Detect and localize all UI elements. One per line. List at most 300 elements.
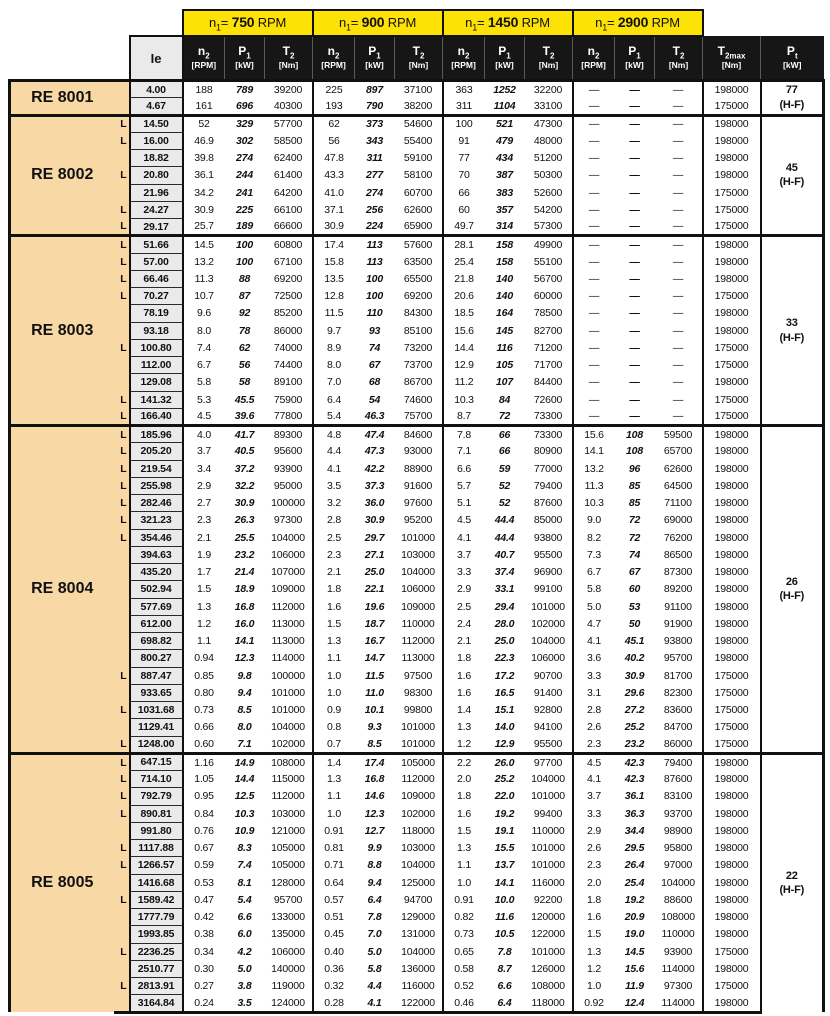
n2-value: 62 (313, 115, 355, 132)
p1-value: — (629, 359, 640, 372)
p1-value: 50 (628, 617, 641, 630)
p1-value: 26.3 (234, 514, 255, 527)
p1-value: 19.0 (624, 928, 645, 941)
n2-value: 7.4 (197, 341, 212, 354)
t2-value: 129000 (395, 909, 443, 926)
p1-value: 41.7 (225, 426, 265, 443)
n2-value: 91 (458, 134, 470, 147)
n2-value: 4.5 (457, 514, 472, 527)
t2-value: 73200 (395, 339, 443, 356)
p1-value: 158 (485, 236, 525, 253)
n2-value: 15.6 (573, 426, 615, 443)
p1-value: 74 (628, 548, 641, 561)
p1-value: 14.0 (494, 721, 515, 734)
p1-value: 434 (496, 152, 513, 165)
p1-value: — (629, 152, 640, 165)
n2-value: 70 (458, 169, 470, 182)
ie-value: 714.10 (130, 771, 183, 788)
p1-value: 19.1 (494, 824, 515, 837)
p1-value: 5.4 (237, 893, 252, 906)
p1-value: 10.3 (234, 807, 255, 820)
l-marker: L (114, 978, 130, 995)
n2-value: 0.9 (327, 704, 342, 717)
model-label: RE 8001 (10, 81, 114, 116)
t2-value: 38200 (395, 98, 443, 115)
n2-value: 3.7 (197, 445, 212, 458)
n2-value: 25.4 (454, 255, 474, 268)
p1-value: 13.7 (494, 859, 515, 872)
n2-value: 10.3 (584, 497, 604, 510)
p1-value: — (629, 272, 640, 285)
ie-value: 3164.84 (130, 995, 183, 1012)
t2-value: 59100 (395, 150, 443, 167)
t2-value: 84700 (655, 719, 703, 736)
p1-value: 241 (236, 186, 253, 199)
t2-value: 122000 (525, 926, 573, 943)
p1-value: — (629, 99, 640, 112)
p1-value: 68 (368, 376, 381, 389)
p1-value: 42.3 (615, 753, 655, 770)
n2-value: 0.91 (454, 893, 474, 906)
p1-value: 33.1 (494, 583, 515, 596)
t2-value: 128000 (265, 874, 313, 891)
n2-value: 4.0 (183, 426, 225, 443)
p1-value: 25.0 (364, 566, 385, 579)
l-marker: L (114, 495, 130, 512)
t2-value: 85100 (395, 322, 443, 339)
ie-value: 112.00 (130, 357, 183, 374)
p1-value: — (629, 203, 640, 216)
t2-value: 62400 (265, 150, 313, 167)
t2-value: 102000 (525, 615, 573, 632)
p1-value: 108 (626, 445, 643, 458)
p1-value: 4.4 (367, 980, 382, 993)
p1-value: 12.5 (234, 790, 255, 803)
ie-value: 255.98 (130, 477, 183, 494)
t2-value: 47300 (525, 115, 573, 132)
t2-value: 109000 (265, 581, 313, 598)
t2-value: — (655, 408, 703, 425)
n2-value: 0.30 (194, 962, 214, 975)
model-label: RE 8003 (10, 236, 114, 426)
p1-value: 20.9 (624, 911, 645, 924)
column-header-t2: $T_2$ [Nm] (265, 36, 313, 81)
n2-value: 18.5 (454, 307, 474, 320)
p1-value: 100 (225, 236, 265, 253)
n2-value: 0.57 (324, 893, 344, 906)
n2-value: 0.94 (194, 652, 214, 665)
n2-value: 0.32 (324, 980, 344, 993)
n2-value: 0.7 (327, 737, 342, 750)
p1-value: 25.4 (624, 876, 645, 889)
n2-value: 11.3 (584, 479, 604, 492)
t2-value: — (655, 115, 703, 132)
t2-value: 71100 (655, 495, 703, 512)
n2-value: 5.8 (197, 376, 212, 389)
n2-value: 9.0 (587, 514, 602, 527)
n2-value: 30.9 (324, 220, 344, 233)
p1-value: 44.4 (494, 531, 515, 544)
t2-value: 104000 (525, 633, 573, 650)
n2-value: — (588, 324, 600, 337)
ie-value: 1117.88 (130, 840, 183, 857)
t2-value: 69200 (395, 288, 443, 305)
l-marker: L (114, 236, 130, 253)
t2-value: 72500 (265, 288, 313, 305)
t2max-value: 175000 (703, 667, 761, 684)
n2-value: 3.6 (587, 652, 602, 665)
n2-value: 2.8 (327, 514, 342, 527)
t2-value: 61400 (265, 167, 313, 184)
t2-value: 95700 (655, 650, 703, 667)
l-marker: L (114, 891, 130, 908)
p1-value: 696 (236, 99, 253, 112)
n2-value: 2.3 (197, 514, 212, 527)
n2-value: 11.2 (454, 376, 474, 389)
p1-value: 8.7 (497, 962, 512, 975)
p1-value: 11.5 (365, 669, 384, 682)
ie-value: 435.20 (130, 564, 183, 581)
n2-value: 13.2 (194, 255, 214, 268)
n2-value: 1.6 (587, 911, 602, 924)
t2-value: 110000 (395, 615, 443, 632)
p1-value: 14.5 (624, 945, 645, 958)
t2-value: 101000 (525, 857, 573, 874)
p1-value: — (629, 393, 640, 406)
t2max-value: 175000 (703, 391, 761, 408)
p1-value: 789 (225, 81, 265, 98)
n2-value: — (588, 186, 600, 199)
n2-value: 10.7 (194, 290, 214, 303)
n2-value: 6.7 (587, 566, 602, 579)
p1-value: — (629, 307, 640, 320)
t2-value: 62600 (395, 201, 443, 218)
p1-value: 36.0 (364, 497, 385, 510)
n2-value: — (588, 134, 600, 147)
n2-value: 6.7 (197, 359, 212, 372)
t2-value: 71200 (525, 339, 573, 356)
t2-value: 113000 (265, 633, 313, 650)
t2-value: 116000 (525, 874, 573, 891)
t2-value: 84400 (525, 374, 573, 391)
t2max-value: 198000 (703, 460, 761, 477)
t2-value: 86000 (655, 736, 703, 753)
p1-value: 30.9 (624, 669, 645, 682)
ie-value: 1266.57 (130, 857, 183, 874)
speed-group-header: $n_1= 2900$ RPM (573, 10, 703, 36)
t2-value: 115000 (265, 771, 313, 788)
t2-value: 77000 (525, 460, 573, 477)
n2-value: 1.3 (457, 842, 472, 855)
t2-value: 101000 (395, 736, 443, 753)
t2max-value: 198000 (703, 891, 761, 908)
t2-value: 106000 (395, 581, 443, 598)
p1-value: 25.5 (234, 531, 255, 544)
t2-value: 50300 (525, 167, 573, 184)
t2-value: 92800 (525, 702, 573, 719)
ie-value: 933.65 (130, 684, 183, 701)
n2-value: 0.36 (324, 962, 344, 975)
t2-value: 81700 (655, 667, 703, 684)
ie-value: 792.79 (130, 788, 183, 805)
ie-value: 20.80 (130, 167, 183, 184)
t2-value: 75700 (395, 408, 443, 425)
t2-value: 104000 (525, 771, 573, 788)
n2-value: 0.84 (194, 807, 214, 820)
p1-value: 7.8 (497, 945, 512, 958)
p1-value: 256 (366, 203, 383, 216)
t2-value: 63500 (395, 253, 443, 270)
t2-value: 79400 (525, 477, 573, 494)
t2max-value: 198000 (703, 477, 761, 494)
p1-value: — (629, 410, 640, 423)
p1-value: 17.2 (494, 669, 515, 682)
p1-value: 87 (238, 290, 251, 303)
n2-value: 311 (455, 99, 473, 112)
n2-value: 100 (443, 115, 485, 132)
p1-value: 23.2 (234, 548, 255, 561)
p1-value: 60 (628, 583, 641, 596)
t2max-value: 198000 (703, 374, 761, 391)
pt-note: (H-F) (779, 331, 805, 344)
ie-value: 141.32 (130, 391, 183, 408)
p1-value: 343 (366, 134, 383, 147)
n2-value: 3.2 (327, 497, 342, 510)
pt-rating (761, 236, 824, 426)
t2max-value: 175000 (703, 201, 761, 218)
t2-value: 104000 (395, 943, 443, 960)
t2max-value: 198000 (703, 150, 761, 167)
t2max-value: 198000 (703, 857, 761, 874)
p1-value: 22.1 (364, 583, 385, 596)
ie-value: 1031.68 (130, 702, 183, 719)
l-marker (114, 615, 130, 632)
n2-value: — (588, 220, 600, 233)
n2-value: 0.59 (194, 859, 214, 872)
t2max-value: 175000 (703, 943, 761, 960)
t2-value: 109000 (395, 598, 443, 615)
n2-value: 0.60 (194, 737, 214, 750)
t2-value: 112000 (265, 788, 313, 805)
n2-value: 3.7 (457, 548, 472, 561)
p1-value: 18.9 (234, 583, 255, 596)
p1-value: 25.0 (494, 635, 515, 648)
t2-value: 104000 (395, 857, 443, 874)
n2-value: 1.8 (327, 583, 342, 596)
p1-value: 108 (615, 426, 655, 443)
t2-value: 89100 (265, 374, 313, 391)
p1-value: 897 (355, 81, 395, 98)
n2-value: 1.8 (457, 652, 472, 665)
p1-value: — (615, 115, 655, 132)
p1-value: 15.6 (624, 962, 645, 975)
column-header-t2max: $T_{2max}$ [Nm] (703, 36, 761, 81)
ie-value: 2813.91 (130, 978, 183, 995)
p1-value: 72 (628, 531, 641, 544)
p1-value: 521 (485, 115, 525, 132)
pt-rating (761, 426, 824, 754)
p1-value: 4.2 (237, 945, 252, 958)
n2-value: 5.4 (327, 410, 342, 423)
n2-value: 1.1 (197, 635, 212, 648)
t2max-value: 175000 (703, 684, 761, 701)
p1-value: 158 (496, 255, 513, 268)
p1-value: 7.0 (367, 928, 382, 941)
p1-value: 40.5 (234, 445, 255, 458)
ie-value: 205.20 (130, 443, 183, 460)
n2-value: 28.1 (443, 236, 485, 253)
n2-value: 0.76 (194, 824, 214, 837)
p1-value: 6.6 (497, 980, 512, 993)
n2-value: 0.51 (324, 911, 344, 924)
t2-value: 136000 (395, 960, 443, 977)
p1-value: 311 (366, 152, 383, 165)
ie-value: 21.96 (130, 184, 183, 201)
p1-value: 29.7 (364, 531, 385, 544)
p1-value: 8.5 (237, 704, 252, 717)
t2-value: 98900 (655, 822, 703, 839)
t2-value: 109000 (395, 788, 443, 805)
t2-value: 58100 (395, 167, 443, 184)
n2-value: 8.7 (457, 410, 472, 423)
p1-value: — (629, 324, 640, 337)
n2-value: 0.64 (324, 876, 344, 889)
l-marker (114, 874, 130, 891)
t2-value: 51200 (525, 150, 573, 167)
n2-value: 4.1 (587, 635, 602, 648)
t2-value: 33100 (525, 98, 573, 115)
n2-value: 363 (443, 81, 485, 98)
t2max-value: 198000 (703, 236, 761, 253)
t2-value: 95700 (265, 891, 313, 908)
p1-value: 19.6 (364, 600, 385, 613)
n2-value: 0.82 (454, 911, 474, 924)
t2-value: — (655, 201, 703, 218)
t2-value: 104000 (655, 874, 703, 891)
p1-value: 23.2 (624, 737, 645, 750)
n2-value: 4.7 (587, 617, 602, 630)
p1-value: 40.2 (624, 652, 645, 665)
p1-value: 72 (498, 410, 511, 423)
p1-value: 274 (236, 152, 253, 165)
n2-value: 0.91 (324, 824, 344, 837)
p1-value: 9.4 (237, 686, 252, 699)
t2-value: 104000 (265, 529, 313, 546)
l-marker (114, 822, 130, 839)
n2-value: 1.6 (457, 669, 472, 682)
p1-value: 5.0 (237, 962, 252, 975)
t2-value: 93900 (655, 943, 703, 960)
p1-value: 39.6 (234, 410, 255, 423)
t2-value: — (655, 150, 703, 167)
t2-value: 114000 (655, 960, 703, 977)
t2-value: 91400 (525, 684, 573, 701)
n2-value: 30.9 (194, 203, 214, 216)
t2-value: — (655, 184, 703, 201)
t2-value: 104000 (265, 719, 313, 736)
n2-value: 1.4 (313, 753, 355, 770)
t2-value: 97600 (395, 495, 443, 512)
p1-value: 15.5 (494, 842, 515, 855)
t2-value: 103000 (395, 840, 443, 857)
t2-value: 97000 (655, 857, 703, 874)
n2-value: 2.1 (197, 531, 212, 544)
l-marker: L (114, 288, 130, 305)
p1-value: 6.6 (237, 911, 252, 924)
n2-value: 161 (195, 99, 213, 112)
ie-value: 14.50 (130, 115, 183, 132)
n2-value: 0.73 (194, 704, 214, 717)
t2-value: 106000 (265, 943, 313, 960)
p1-value: — (629, 376, 640, 389)
ie-value: 282.46 (130, 495, 183, 512)
t2max-value: 198000 (703, 960, 761, 977)
n2-value: 34.2 (194, 186, 214, 199)
n2-value: 14.5 (183, 236, 225, 253)
p1-value: 302 (236, 134, 253, 147)
p1-value: 30.9 (234, 497, 255, 510)
t2-value: 52600 (525, 184, 573, 201)
t2-value: 73300 (525, 408, 573, 425)
model-label: RE 8004 (10, 426, 114, 754)
l-marker (114, 184, 130, 201)
l-marker: L (114, 788, 130, 805)
t2-value: 65500 (395, 270, 443, 287)
p1-value: 47.3 (364, 445, 385, 458)
l-marker: L (114, 736, 130, 753)
l-marker: L (114, 667, 130, 684)
n2-value: — (588, 376, 600, 389)
t2-value: 116000 (395, 978, 443, 995)
p1-value: 8.5 (367, 737, 382, 750)
p1-value: 9.8 (237, 669, 252, 682)
t2-value: 106000 (525, 650, 573, 667)
n2-value: 2.7 (197, 497, 212, 510)
t2-value: 39200 (265, 81, 313, 98)
t2-value: 55400 (395, 132, 443, 149)
l-marker (114, 909, 130, 926)
p1-value: 19.2 (494, 807, 515, 820)
t2-value: 100000 (265, 667, 313, 684)
t2max-value: 198000 (703, 805, 761, 822)
t2-value: 89200 (655, 581, 703, 598)
t2max-value: 175000 (703, 219, 761, 236)
t2max-value: 198000 (703, 167, 761, 184)
t2-value: 108000 (525, 978, 573, 995)
p1-value: 373 (355, 115, 395, 132)
ie-value: 577.69 (130, 598, 183, 615)
p1-value: 12.7 (364, 824, 385, 837)
t2-value: 120000 (525, 909, 573, 926)
p1-value: 244 (236, 169, 253, 182)
t2-value: 72600 (525, 391, 573, 408)
p1-value: 11.0 (365, 686, 384, 699)
ie-value: 1248.00 (130, 736, 183, 753)
n2-value: — (573, 115, 615, 132)
p1-value: 100 (366, 290, 383, 303)
p1-value: 29.4 (494, 600, 515, 613)
t2-value: 114000 (655, 995, 703, 1012)
t2-value: 74000 (265, 339, 313, 356)
ie-value: 321.23 (130, 512, 183, 529)
l-marker (114, 960, 130, 977)
n2-value: — (588, 152, 600, 165)
n2-value: 1.3 (197, 600, 212, 613)
t2max-value: 198000 (703, 581, 761, 598)
ie-value: 1129.41 (130, 719, 183, 736)
n2-value: 37.1 (324, 203, 344, 216)
ie-value: 1993.85 (130, 926, 183, 943)
